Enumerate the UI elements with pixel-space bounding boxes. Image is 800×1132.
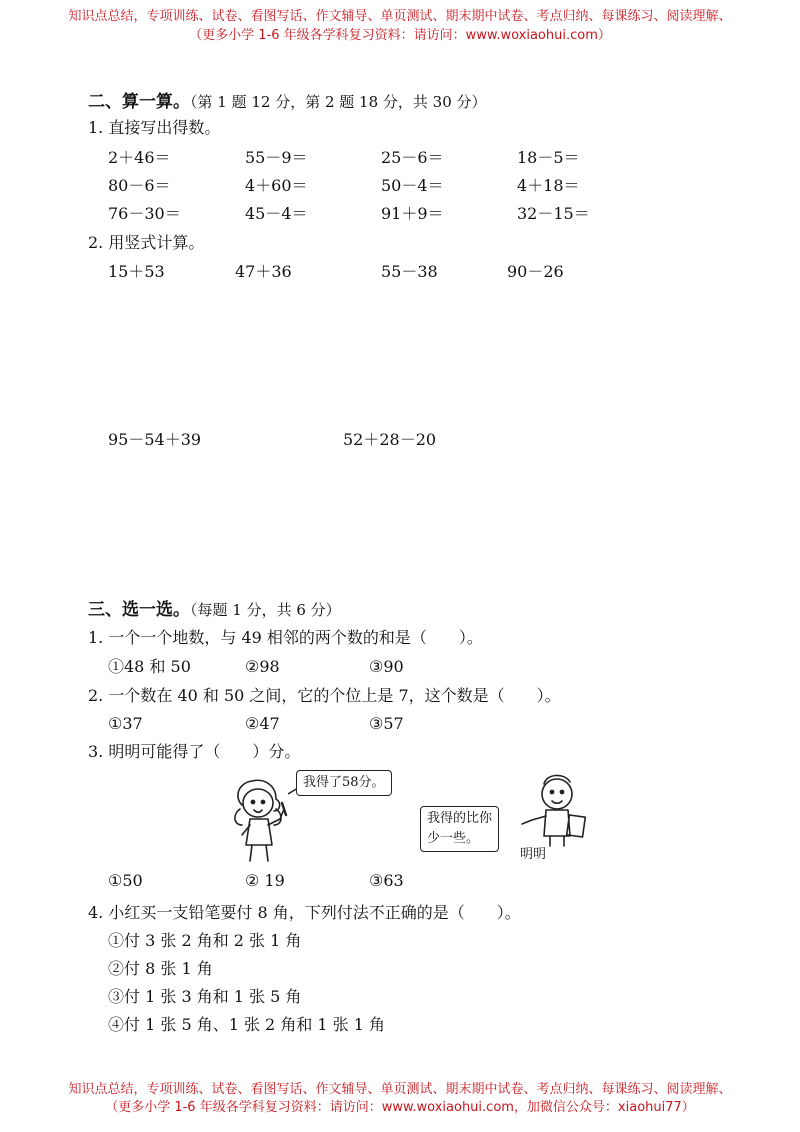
- calc-item: 45－4＝: [245, 204, 308, 223]
- section-3-title: 三、选一选。: [88, 600, 190, 620]
- header-line-2: （更多小学 1-6 年级各学科复习资料：请访问：www.woxiaohui.com）: [189, 28, 611, 43]
- s3-q4-label: 4. 小红买一支铅笔要付 8 角，下列付法不正确的是（ ）。: [88, 903, 521, 922]
- footer-line-1: 知识点总结，专项训练、试卷、看图写话、作文辅导、单页测试、期末期中试卷、考点归纳、每课练习、阅读理解、: [68, 1082, 732, 1097]
- s3-q3-label: 3. 明明可能得了（ ）分。: [88, 742, 301, 761]
- vertical-calc-item: 47＋36: [235, 262, 292, 281]
- calc-item: 76－30＝: [108, 204, 181, 223]
- speech-bubble-mingming: [420, 806, 499, 852]
- vertical-calc-item: 95－54＋39: [108, 430, 202, 449]
- name-label-mingming: 明明: [520, 847, 547, 862]
- option: ③57: [369, 714, 404, 733]
- calc-item: 91＋9＝: [381, 204, 444, 223]
- bubble-line-1: 我得的比你: [427, 811, 493, 826]
- option: ④付 1 张 5 角、1 张 2 角和 1 张 1 角: [108, 1015, 386, 1034]
- s3-q2-label: 2. 一个数在 40 和 50 之间，它的个位上是 7，这个数是（ ）。: [88, 686, 561, 705]
- option: ①48 和 50: [108, 657, 191, 676]
- vertical-calc-item: 55－38: [381, 262, 438, 281]
- option: ①37: [108, 714, 143, 733]
- option: ②98: [245, 657, 280, 676]
- vertical-calc-item: 90－26: [507, 262, 564, 281]
- bubble-line-2: 少一些。: [427, 831, 480, 846]
- calc-item: 50－4＝: [381, 176, 444, 195]
- q2-label: 2. 用竖式计算。: [88, 233, 205, 252]
- vertical-calc-item: 15＋53: [108, 262, 165, 281]
- section-3-note: （每题 1 分，共 6 分）: [190, 601, 341, 619]
- calc-item: 80－6＝: [108, 176, 171, 195]
- calc-item: 25－6＝: [381, 148, 444, 167]
- option: ② 19: [245, 871, 285, 890]
- boy-illustration: [520, 770, 596, 848]
- option: ①50: [108, 871, 143, 890]
- footer-line-2: （更多小学 1-6 年级各学科复习资料：请访问：www.woxiaohui.com，加微信公众号：xiaohui77）: [105, 1100, 695, 1115]
- section-2-heading: [88, 92, 487, 112]
- option: ③63: [369, 871, 404, 890]
- calc-item: 2＋46＝: [108, 148, 171, 167]
- speech-bubble-girl: 我得了58分。: [296, 770, 392, 796]
- option: ②47: [245, 714, 280, 733]
- calc-item: 4＋18＝: [517, 176, 580, 195]
- option: ③90: [369, 657, 404, 676]
- calc-item: 18－5＝: [517, 148, 580, 167]
- option: ①付 3 张 2 角和 2 张 1 角: [108, 931, 302, 950]
- q1-label: 1. 直接写出得数。: [88, 118, 221, 137]
- s3-q1-label: 1. 一个一个地数，与 49 相邻的两个数的和是（ ）。: [88, 628, 483, 647]
- section-2-title: 二、算一算。: [88, 92, 190, 112]
- vertical-calc-item: 52＋28－20: [343, 430, 437, 449]
- header-line-1: 知识点总结，专项训练、试卷、看图写话、作文辅导、单页测试、期末期中试卷、考点归纳、每课练习、阅读理解、: [68, 9, 732, 24]
- calc-item: 32－15＝: [517, 204, 590, 223]
- section-3-heading: [88, 600, 341, 620]
- section-2-note: （第 1 题 12 分，第 2 题 18 分，共 30 分）: [190, 93, 487, 111]
- calc-item: 4＋60＝: [245, 176, 308, 195]
- option: ②付 8 张 1 角: [108, 959, 213, 978]
- option: ③付 1 张 3 角和 1 张 5 角: [108, 987, 302, 1006]
- calc-item: 55－9＝: [245, 148, 308, 167]
